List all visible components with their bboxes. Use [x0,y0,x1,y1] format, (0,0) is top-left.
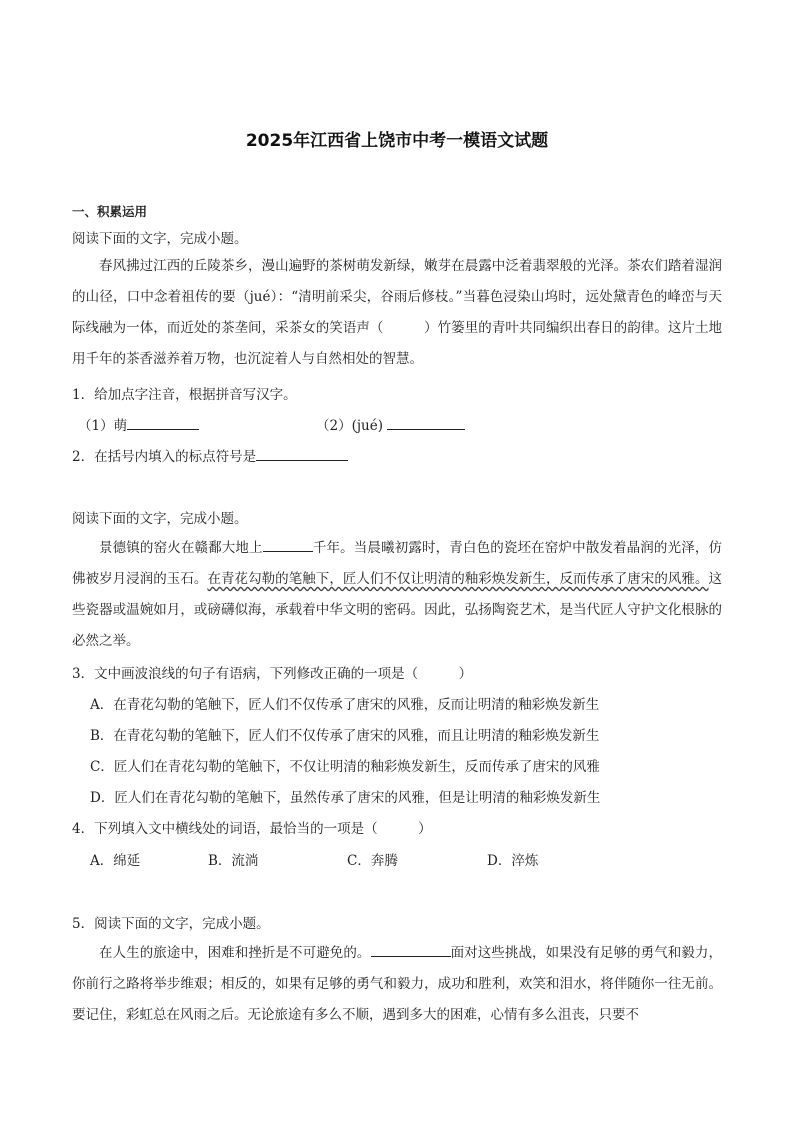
wavy-underlined-sentence: 在青花勾勒的笔触下，匠人们不仅让明清的釉彩焕发新生，反而传承了唐宋的风雅。 [207,571,709,587]
passage-porcelain-end: 这些瓷器或温婉如月，或磅礴似海，承载着中华文明的密码。因此，弘扬陶瓷艺术，是当代匠人守护文化根脉的必然之举。 [72,571,723,649]
question-2 [72,447,348,466]
question-2-stem: 2．在括号内填入的标点符号是 [72,449,257,465]
question-4-option-b[interactable]: B．流淌 [208,853,259,869]
section-heading: 一、积累运用 [72,204,148,219]
question-5-stem: 5．阅读下面的文字，完成小题。 [72,916,270,932]
passage-journey-blank[interactable] [371,942,451,957]
question-3-option-d[interactable]: D．匠人们在青花勾勒的笔触下，虽然传承了唐宋的风雅，但是让明清的釉彩焕发新生 [90,790,601,806]
question-1-part-2-label: （2）(jué) [316,418,383,434]
answer-blank-2[interactable] [387,416,465,430]
question-4-options [90,852,538,870]
passage-porcelain-middle: 千年。当晨曦初露时，青白色的瓷坯在窑炉中散发着晶润的光泽，仿佛被岁月浸润的玉石。 [72,540,723,587]
page-title: 2025年江西省上饶市中考一模语文试题 [245,131,549,151]
question-4-option-a[interactable]: A．绵延 [90,853,141,869]
question-4-option-d[interactable]: D．淬炼 [487,853,539,869]
question-4-option-c[interactable]: C．奔腾 [347,853,398,869]
question-1-part-1-label: （1）萌 [78,418,128,434]
question-1-part-1 [78,416,199,435]
question-1-part-2 [316,416,465,435]
question-3-stem: 3．文中画波浪线的句子有语病，下列修改正确的一项是（ ） [72,666,473,682]
question-3-option-b[interactable]: B．在青花勾勒的笔触下，匠人们不仅传承了唐宋的风雅，而且让明清的釉彩焕发新生 [90,728,600,744]
answer-blank-3[interactable] [256,447,348,461]
passage-blank[interactable] [263,537,313,552]
passage-tea: 春风拂过江西的丘陵茶乡，漫山遍野的茶树萌发新绿，嫩芽在晨露中泛着翡翠般的光泽。茶农们踏着湿润的山径，口中念着祖传的要（jué）：“清明前采尖，谷雨后修枝。”当暮色浸染山坞时，远处黛青色的峰峦与天际线融为一体，而近处的茶垄间，采茶女的笑语声（ ）竹篓里的青叶共同编织出春日的韵律。这片土地用千年的茶香滋养着万物，也沉淀着人与自然相处的智慧。 [72,258,722,367]
passage-journey-start: 在人生的旅途中，困难和挫折是不可避免的。 [99,945,371,961]
reading-instruction-1: 阅读下面的文字，完成小题。 [72,231,248,247]
passage-porcelain [72,533,722,657]
passage-journey [72,938,722,1031]
answer-blank-1[interactable] [127,416,199,430]
question-1-stem: 1．给加点字注音，根据拼音写汉字。 [72,387,297,403]
reading-instruction-2: 阅读下面的文字，完成小题。 [72,511,248,527]
passage-journey-rest: 面对这些挑战，如果没有足够的勇气和毅力，你前行之路将举步维艰；相反的，如果有足够的勇气和毅力，成功和胜利，欢笑和泪水，将伴随你一往无前。要记住，彩虹总在风雨之后。无论旅途有多么不顺，遇到多大的困难，心情有多么沮丧，只要不 [72,945,722,1023]
question-4-stem: 4．下列填入文中横线处的词语，最恰当的一项是（ ） [72,821,432,837]
question-3-option-a[interactable]: A．在青花勾勒的笔触下，匠人们不仅传承了唐宋的风雅，反而让明清的釉彩焕发新生 [90,697,600,713]
passage-porcelain-start: 景德镇的窑火在赣鄱大地上 [99,540,263,556]
question-3-option-c[interactable]: C．匠人们在青花勾勒的笔触下，不仅让明清的釉彩焕发新生，反而传承了唐宋的风雅 [90,759,600,775]
